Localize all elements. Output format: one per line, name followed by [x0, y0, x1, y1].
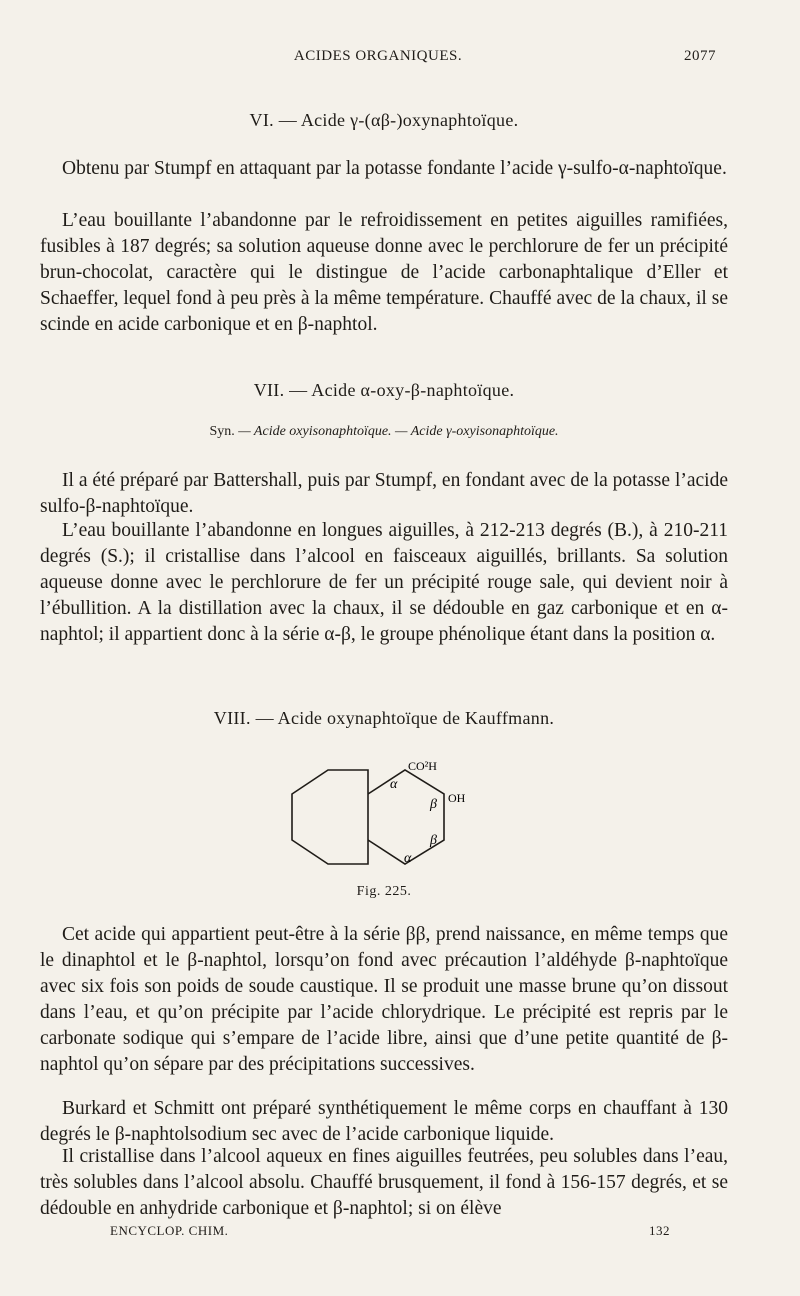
- footer-signature: ENCYCLOP. CHIM.: [110, 1223, 229, 1238]
- naphthalene-structure-diagram: [280, 758, 510, 898]
- page-number: 2077: [684, 48, 716, 64]
- section-vi-paragraph-2: L’eau bouillante l’abandonne par le refroidissement en petites aiguilles ramifiées, fusibles à 187 degrés; sa solution aqueuse donne avec le perchlorure de fer un précipité brun-chocolat, caractère qui le distingue de l’acide carbonaphtalique d’Eller et Schaeffer, lequel fond à peu près à la même température. Chauffé avec de la chaux, il se scinde en acide carbonique et en β-naphtol.: [40, 210, 728, 335]
- page-footer: [110, 1223, 670, 1243]
- oh-label: OH: [448, 791, 466, 805]
- synonyms-text: — Acide oxyisonaphtoïque. — Acide γ-oxyisonaphtoïque.: [238, 424, 559, 439]
- beta-top-label: β: [430, 797, 437, 812]
- synonyms-line: [40, 424, 728, 440]
- section-viii-paragraph-3: Il cristallise dans l’alcool aqueux en fines aiguilles feutrées, peu solubles dans l’eau, très solubles dans l’alcool absolu. Chauffé brusquement, il fond à 156-157 degrés, et se dédouble en anhydride carbonique et β-naphtol; si on élève: [40, 1146, 728, 1219]
- section-vii-paragraph-2: L’eau bouillante l’abandonne en longues aiguilles, à 212-213 degrés (B.), à 210-211 degrés (S.); il cristallise dans l’alcool en faisceaux aiguillés, brillants. Sa solution aqueuse donne avec le perchlorure de fer un précipité rouge sale, qui devient noir à l’ébullition. A la distillation avec la chaux, il se dédouble en gaz carbonique et en α-naphtol; il appartient donc à la série α-β, le groupe phénolique étant dans la position α.: [40, 520, 728, 645]
- section-vi-title: VI. — Acide γ-(αβ-)oxynaphtoïque.: [249, 110, 519, 130]
- section-viii-paragraph-1: Cet acide qui appartient peut-être à la série ββ, prend naissance, en même temps que le dinaphtol et le β-naphtol, lorsqu’on fond avec précaution l’aldéhyde β-naphtoïque avec six fois son poids de soude caustique. Il se produit une masse brune qu’on dissout dans l’eau, et qu’on précipite par l’acide chlorydrique. Le précipité est repris par le carbonate sodique qui s’empare de l’acide libre, ainsi que d’une petite quantité de β-naphtol qu’on sépare par des précipitations successives.: [40, 924, 728, 1075]
- running-head: [40, 48, 716, 70]
- synonyms-label: Syn.: [209, 424, 235, 439]
- alpha-bottom-label: α: [404, 851, 412, 866]
- section-vii-title: VII. — Acide α-oxy-β-naphtoïque.: [253, 380, 515, 400]
- footer-sheet-number: 132: [649, 1223, 670, 1238]
- beta-bottom-label: β: [430, 833, 437, 848]
- section-viii-paragraph-2: Burkard et Schmitt ont préparé synthétiquement le même corps en chauffant à 130 degrés le β-naphtolsodium sec avec de l’acide carbonique liquide.: [40, 1098, 728, 1145]
- left-ring: [292, 770, 368, 864]
- alpha-top-label: α: [390, 777, 398, 792]
- section-viii-title: VIII. — Acide oxynaphtoïque de Kauffmann.: [213, 708, 555, 728]
- running-head-title: ACIDES ORGANIQUES.: [293, 48, 463, 64]
- section-vii-paragraph-1: Il a été préparé par Battershall, puis par Stumpf, en fondant avec de la potasse l’acide sulfo-β-naphtoïque.: [40, 470, 728, 517]
- right-ring: [368, 770, 444, 864]
- section-vi-paragraph-1: Obtenu par Stumpf en attaquant par la potasse fondante l’acide γ-sulfo-α-naphtoïque.: [62, 158, 727, 179]
- figure-caption: Fig. 225.: [356, 884, 412, 899]
- cooh-label: CO²H: [408, 759, 437, 773]
